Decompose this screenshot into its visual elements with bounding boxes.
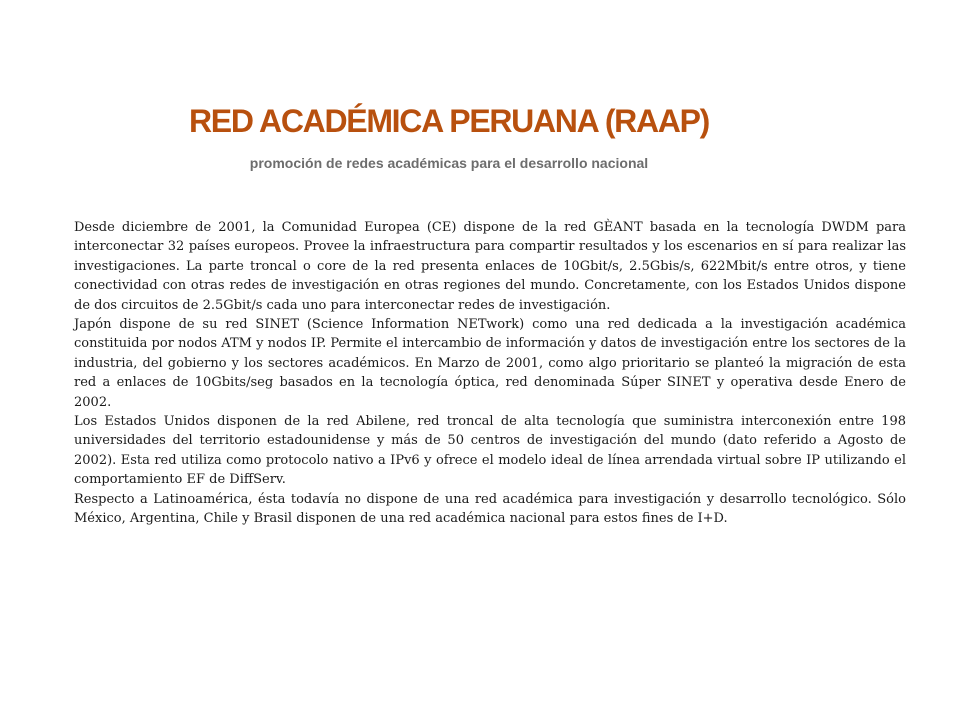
slide-body (74, 218, 906, 529)
paragraph-europe: Desde diciembre de 2001, la Comunidad Europea (CE) dispone de la red GÈANT basada en la tecnología DWDM para interconectar 32 países europeos. Provee la infraestructura para compartir resultados y los escenarios en sí para realizar las investigaciones. La parte troncal o core de la red presenta enlaces de 10Gbit/s, 2.5Gbis/s, 622Mbit/s entre otros, y tiene conectividad con otras redes de investigación en otras regiones del mundo. Concretamente, con los Estados Unidos dispone de dos circuitos de 2.5Gbit/s cada uno para interconectar redes de investigación. (74, 220, 906, 313)
slide-title: RED ACADÉMICA PERUANA (RAAP) (188, 103, 710, 139)
paragraph-japan: Japón dispone de su red SINET (Science Information NETwork) como una red dedicada a la investigación académica constituida por nodos ATM y nodos IP. Permite el intercambio de información y datos de investigación entre los sectores de la industria, del gobierno y los sectores académicos. En Marzo de 2001, como algo prioritario se planteó la migración de esta red a enlaces de 10Gbits/seg basados en la tecnología óptica, red denominada Súper SINET y operativa desde Enero de 2002. (74, 317, 906, 410)
slide-subtitle: promoción de redes académicas para el desarrollo nacional (249, 155, 649, 171)
paragraph-usa: Los Estados Unidos disponen de la red Abilene, red troncal de alta tecnología que suministra interconexión entre 198 universidades del territorio estadounidense y más de 50 centros de investigación del mundo (dato referido a Agosto de 2002). Esta red utiliza como protocolo nativo a IPv6 y ofrece el modelo ideal de línea arrendada virtual sobre IP utilizando el comportamiento EF de DiffServ. (74, 414, 906, 488)
paragraph-latam: Respecto a Latinoamérica, ésta todavía no dispone de una red académica para investigación y desarrollo tecnológico. Sólo México, Argentina, Chile y Brasil disponen de una red académica nacional para estos fines de I+D. (74, 491, 906, 527)
